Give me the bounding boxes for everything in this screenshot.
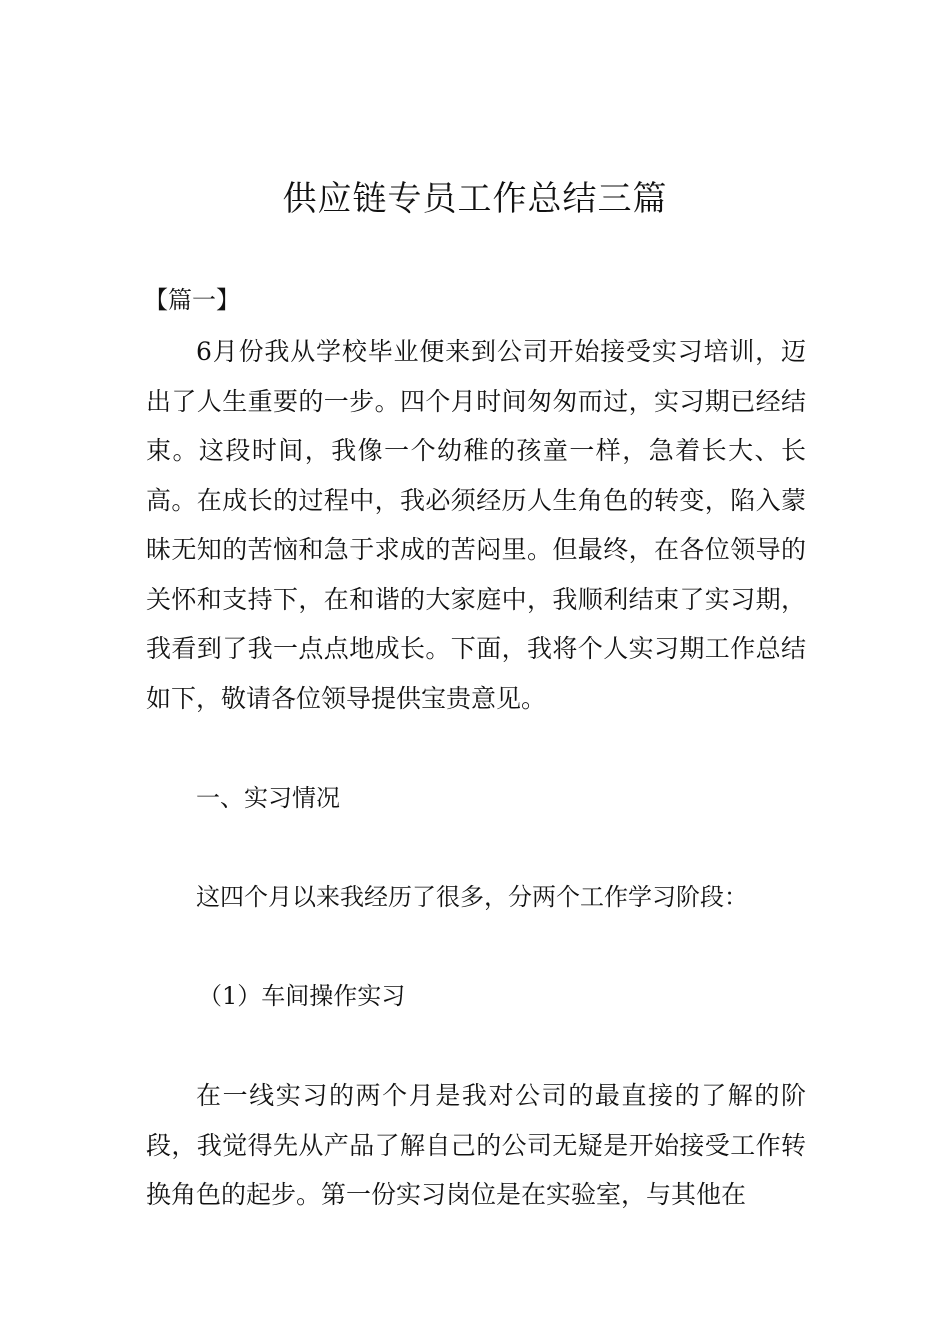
heading-internship-status: 一、实习情况 — [196, 784, 340, 812]
paragraph-stages: 这四个月以来我经历了很多，分两个工作学习阶段： — [196, 883, 748, 911]
section-label: 【篇一】 — [144, 286, 240, 314]
document-title: 供应链专员工作总结三篇 — [282, 179, 668, 219]
paragraph-intro: 6月份我从学校毕业便来到公司开始接受实习培训，迈出了人生重要的一步。四个月时间匆匆而过，实习期已经结束。这段时间，我像一个幼稚的孩童一样，急着长大、长高。在成长的过程中，我必须经历人生角色的转变，陷入蒙昧无知的苦恼和急于求成的苦闷里。但最终，在各位领导的关怀和支持下，在和谐的大家庭中，我顺利结束了实习期，我看到了我一点点地成长。下面，我将个人实习期工作总结如下，敬请各位领导提供宝贵意见。 — [146, 337, 806, 713]
paragraph-workshop: 在一线实习的两个月是我对公司的最直接的了解的阶段，我觉得先从产品了解自己的公司无疑是开始接受工作转换角色的起步。第一份实习岗位是在实验室，与其他在 — [146, 1081, 806, 1209]
subheading-workshop: （1）车间操作实习 — [198, 982, 406, 1010]
